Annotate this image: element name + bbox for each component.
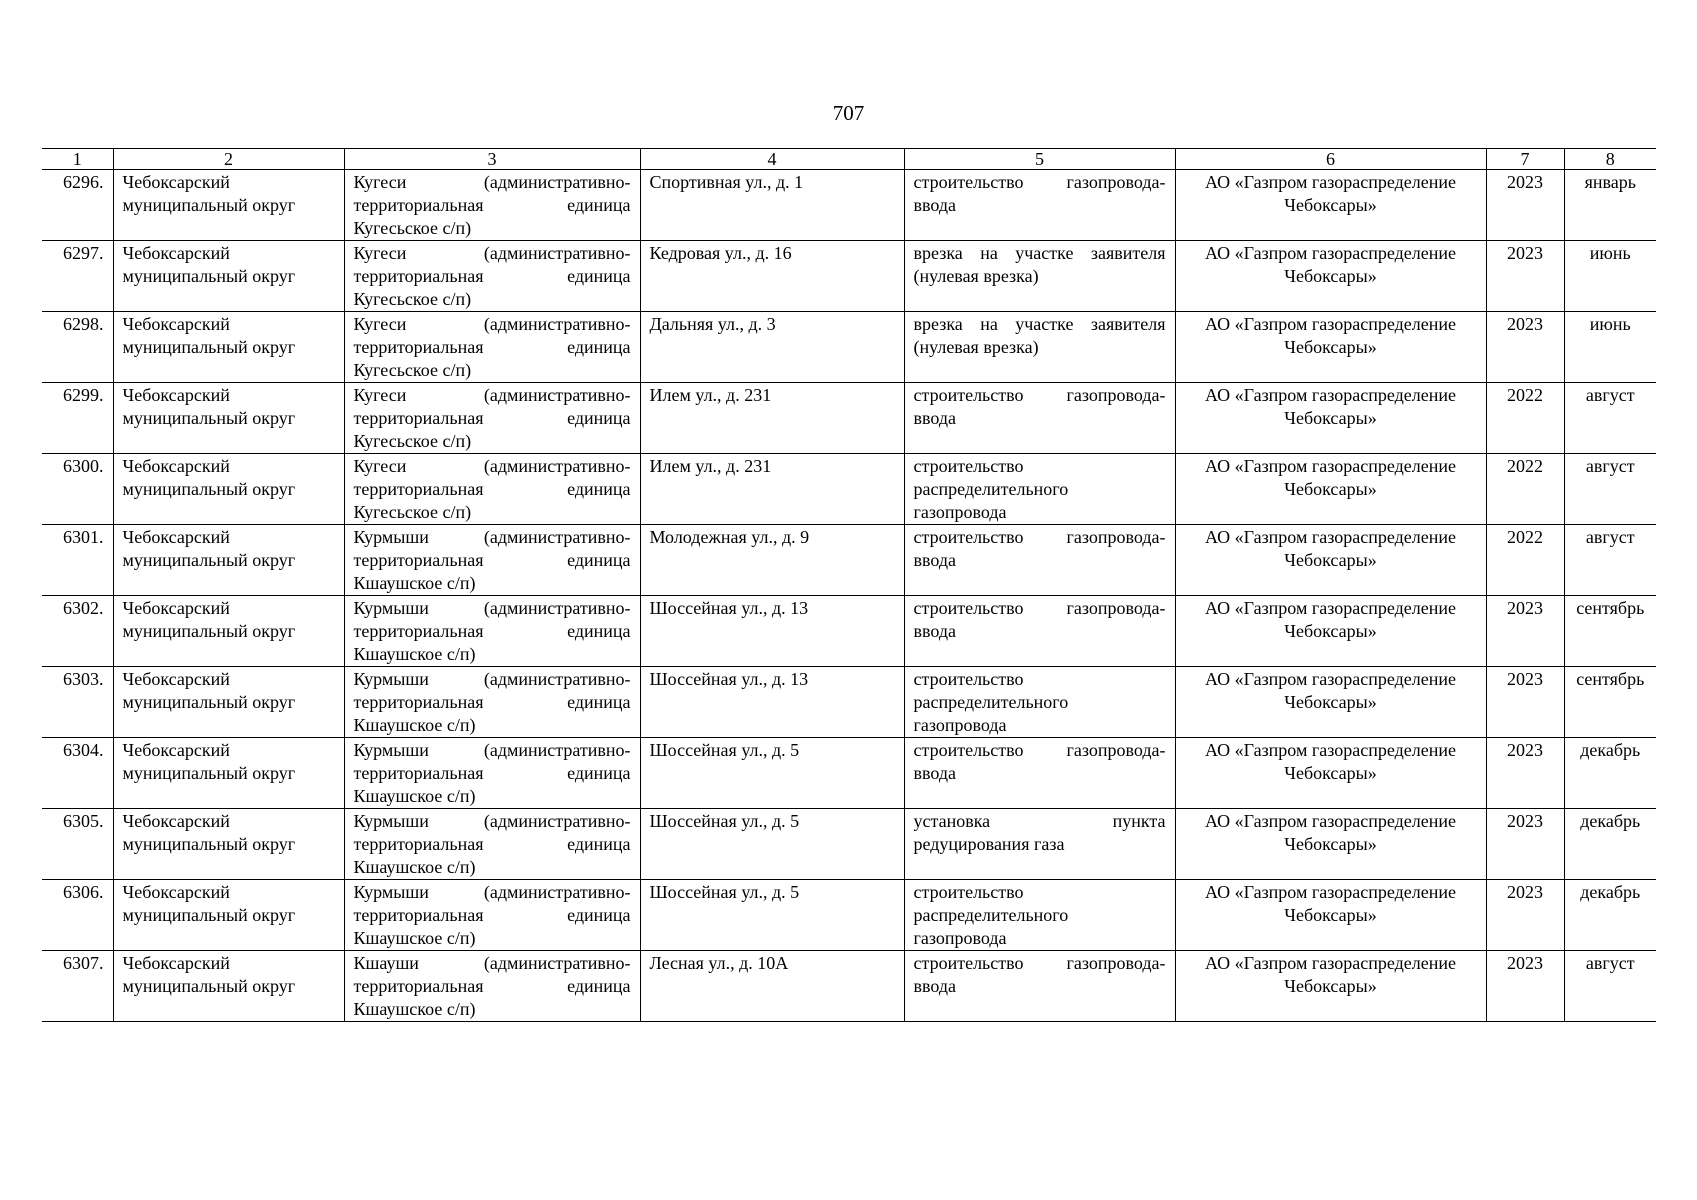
row-number: 6296. [42, 170, 113, 241]
month-cell: декабрь [1564, 809, 1656, 880]
column-header: 6 [1175, 149, 1486, 170]
row-number: 6304. [42, 738, 113, 809]
month-cell: август [1564, 383, 1656, 454]
territorial-unit-cell: Кшауши (административно-территориальная единица Кшаушское с/п) [344, 951, 640, 1022]
address-cell: Илем ул., д. 231 [640, 454, 904, 525]
address-cell: Спортивная ул., д. 1 [640, 170, 904, 241]
territorial-unit-cell: Кугеси (административно-территориальная единица Кугесьское с/п) [344, 454, 640, 525]
district-cell: Чебоксарский муниципальный округ [113, 738, 344, 809]
column-header: 5 [904, 149, 1175, 170]
organization-cell: АО «Газпром газораспределение Чебоксары» [1175, 312, 1486, 383]
month-cell: декабрь [1564, 880, 1656, 951]
territorial-unit-cell: Курмыши (административно-территориальная единица Кшаушское с/п) [344, 809, 640, 880]
address-cell: Шоссейная ул., д. 13 [640, 596, 904, 667]
column-header: 2 [113, 149, 344, 170]
year-cell: 2023 [1486, 241, 1564, 312]
year-cell: 2023 [1486, 809, 1564, 880]
table-row [42, 951, 1656, 1022]
table-row [42, 738, 1656, 809]
district-cell: Чебоксарский муниципальный округ [113, 525, 344, 596]
organization-cell: АО «Газпром газораспределение Чебоксары» [1175, 738, 1486, 809]
address-cell: Шоссейная ул., д. 5 [640, 880, 904, 951]
work-type-cell: строительство распределительного газопровода [904, 667, 1175, 738]
column-header: 1 [42, 149, 113, 170]
territorial-unit-cell: Кугеси (административно-территориальная единица Кугесьское с/п) [344, 170, 640, 241]
work-type-cell: строительство газопровода-ввода [904, 170, 1175, 241]
work-type-cell: врезка на участке заявителя (нулевая врезка) [904, 241, 1175, 312]
organization-cell: АО «Газпром газораспределение Чебоксары» [1175, 667, 1486, 738]
year-cell: 2023 [1486, 170, 1564, 241]
district-cell: Чебоксарский муниципальный округ [113, 596, 344, 667]
month-cell: июнь [1564, 312, 1656, 383]
row-number: 6303. [42, 667, 113, 738]
column-header: 3 [344, 149, 640, 170]
territorial-unit-cell: Кугеси (административно-территориальная единица Кугесьское с/п) [344, 312, 640, 383]
year-cell: 2022 [1486, 454, 1564, 525]
month-cell: июнь [1564, 241, 1656, 312]
work-type-cell: установка пункта редуцирования газа [904, 809, 1175, 880]
work-type-cell: строительство газопровода-ввода [904, 383, 1175, 454]
year-cell: 2022 [1486, 383, 1564, 454]
row-number: 6301. [42, 525, 113, 596]
organization-cell: АО «Газпром газораспределение Чебоксары» [1175, 170, 1486, 241]
column-number-row [42, 149, 1656, 170]
year-cell: 2023 [1486, 738, 1564, 809]
territorial-unit-cell: Курмыши (административно-территориальная единица Кшаушское с/п) [344, 880, 640, 951]
district-cell: Чебоксарский муниципальный округ [113, 241, 344, 312]
year-cell: 2023 [1486, 596, 1564, 667]
work-type-cell: строительство газопровода-ввода [904, 596, 1175, 667]
table-row [42, 525, 1656, 596]
address-cell: Шоссейная ул., д. 5 [640, 809, 904, 880]
district-cell: Чебоксарский муниципальный округ [113, 383, 344, 454]
table-row [42, 312, 1656, 383]
address-cell: Лесная ул., д. 10А [640, 951, 904, 1022]
column-header: 8 [1564, 149, 1656, 170]
year-cell: 2022 [1486, 525, 1564, 596]
address-cell: Шоссейная ул., д. 5 [640, 738, 904, 809]
month-cell: август [1564, 951, 1656, 1022]
year-cell: 2023 [1486, 312, 1564, 383]
work-type-cell: строительство газопровода-ввода [904, 951, 1175, 1022]
table-row [42, 383, 1656, 454]
territorial-unit-cell: Курмыши (административно-территориальная единица Кшаушское с/п) [344, 596, 640, 667]
district-cell: Чебоксарский муниципальный округ [113, 880, 344, 951]
address-cell: Илем ул., д. 231 [640, 383, 904, 454]
district-cell: Чебоксарский муниципальный округ [113, 951, 344, 1022]
month-cell: сентябрь [1564, 667, 1656, 738]
month-cell: январь [1564, 170, 1656, 241]
territorial-unit-cell: Кугеси (административно-территориальная единица Кугесьское с/п) [344, 383, 640, 454]
organization-cell: АО «Газпром газораспределение Чебоксары» [1175, 525, 1486, 596]
organization-cell: АО «Газпром газораспределение Чебоксары» [1175, 596, 1486, 667]
table-row [42, 170, 1656, 241]
organization-cell: АО «Газпром газораспределение Чебоксары» [1175, 880, 1486, 951]
organization-cell: АО «Газпром газораспределение Чебоксары» [1175, 809, 1486, 880]
territorial-unit-cell: Кугеси (административно-территориальная единица Кугесьское с/п) [344, 241, 640, 312]
row-number: 6300. [42, 454, 113, 525]
district-cell: Чебоксарский муниципальный округ [113, 170, 344, 241]
district-cell: Чебоксарский муниципальный округ [113, 667, 344, 738]
table-row [42, 596, 1656, 667]
organization-cell: АО «Газпром газораспределение Чебоксары» [1175, 383, 1486, 454]
work-type-cell: строительство газопровода-ввода [904, 738, 1175, 809]
district-cell: Чебоксарский муниципальный округ [113, 454, 344, 525]
year-cell: 2023 [1486, 951, 1564, 1022]
address-cell: Шоссейная ул., д. 13 [640, 667, 904, 738]
month-cell: август [1564, 454, 1656, 525]
work-type-cell: строительство газопровода-ввода [904, 525, 1175, 596]
work-type-cell: строительство распределительного газопровода [904, 880, 1175, 951]
column-header: 4 [640, 149, 904, 170]
table-row [42, 809, 1656, 880]
row-number: 6299. [42, 383, 113, 454]
work-type-cell: строительство распределительного газопровода [904, 454, 1175, 525]
month-cell: сентябрь [1564, 596, 1656, 667]
page-number: 707 [832, 101, 865, 125]
address-cell: Кедровая ул., д. 16 [640, 241, 904, 312]
table-row [42, 454, 1656, 525]
address-cell: Молодежная ул., д. 9 [640, 525, 904, 596]
table-row [42, 667, 1656, 738]
district-cell: Чебоксарский муниципальный округ [113, 312, 344, 383]
table-row [42, 241, 1656, 312]
territorial-unit-cell: Курмыши (административно-территориальная единица Кшаушское с/п) [344, 525, 640, 596]
district-cell: Чебоксарский муниципальный округ [113, 809, 344, 880]
column-header: 7 [1486, 149, 1564, 170]
territorial-unit-cell: Курмыши (административно-территориальная единица Кшаушское с/п) [344, 667, 640, 738]
row-number: 6307. [42, 951, 113, 1022]
year-cell: 2023 [1486, 667, 1564, 738]
work-type-cell: врезка на участке заявителя (нулевая врезка) [904, 312, 1175, 383]
month-cell: декабрь [1564, 738, 1656, 809]
organization-cell: АО «Газпром газораспределение Чебоксары» [1175, 951, 1486, 1022]
month-cell: август [1564, 525, 1656, 596]
territorial-unit-cell: Курмыши (административно-территориальная единица Кшаушское с/п) [344, 738, 640, 809]
gasification-table [42, 148, 1656, 1022]
row-number: 6302. [42, 596, 113, 667]
row-number: 6298. [42, 312, 113, 383]
organization-cell: АО «Газпром газораспределение Чебоксары» [1175, 454, 1486, 525]
year-cell: 2023 [1486, 880, 1564, 951]
row-number: 6297. [42, 241, 113, 312]
organization-cell: АО «Газпром газораспределение Чебоксары» [1175, 241, 1486, 312]
row-number: 6306. [42, 880, 113, 951]
row-number: 6305. [42, 809, 113, 880]
address-cell: Дальняя ул., д. 3 [640, 312, 904, 383]
table-row [42, 880, 1656, 951]
